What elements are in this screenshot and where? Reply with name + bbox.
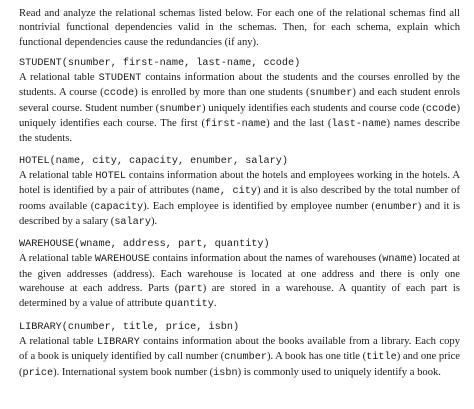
schema-heading: STUDENT(snumber, first-name, last-name, ccode) — [19, 57, 301, 69]
description-text: contains information about the names of warehouses ( — [149, 253, 383, 265]
description-text: contains information about the hotels and employees working in the hotels. A hotel is identified by a pair of attributes ( — [19, 169, 460, 197]
description-text: ) and each student enrols several course. Student number ( — [19, 87, 461, 114]
description-text: ). A book has one title ( — [266, 351, 367, 363]
schema-description — [19, 252, 460, 312]
attribute-code: last-name — [331, 119, 387, 131]
attribute-code: salary — [114, 216, 151, 228]
description-text: A relational table — [19, 169, 96, 181]
description-text: ) are stored in a warehouse. A quantity of each part is determined by a value of attribute — [19, 283, 460, 310]
description-text: ). International system book number ( — [53, 366, 214, 378]
attribute-code: WAREHOUSE — [94, 254, 150, 266]
attribute-code: enumber — [374, 201, 418, 213]
attribute-code: ccode — [425, 103, 457, 115]
description-text: ). — [151, 215, 158, 227]
schema-description — [19, 169, 460, 230]
attribute-code: STUDENT — [98, 73, 142, 85]
schema-heading: LIBRARY(cnumber, title, price, isbn) — [19, 321, 240, 333]
attribute-code: title — [366, 352, 397, 364]
description-text: ) and the last ( — [266, 118, 332, 130]
description-text: ). Each employee is identified by employee number ( — [143, 200, 375, 212]
schema-section-hotel — [19, 155, 460, 230]
attribute-code: snumber — [309, 88, 353, 100]
description-text: ) uniquely identifies each course. The first ( — [19, 102, 460, 130]
schema-section-student — [19, 57, 460, 147]
description-text: ) names describe the students. — [19, 118, 460, 145]
attribute-code: capacity — [94, 201, 144, 213]
attribute-code: cnumber — [224, 352, 267, 364]
description-text: ) and one price ( — [19, 351, 460, 378]
description-text: . — [213, 298, 217, 310]
schema-section-library — [19, 321, 460, 381]
attribute-code: wname — [382, 254, 413, 266]
schema-description — [19, 71, 460, 146]
description-text: A relational table — [19, 335, 97, 347]
intro-paragraph: Read and analyze the relational schemas listed below. For each one of the relational schemas find all nontrivial functional dependencies valid in the schemas. Then, for each schema, explain which functional dependencies cause the redundancies (if any). — [19, 8, 460, 48]
attribute-code: quantity — [164, 299, 214, 311]
attribute-code: ccode — [103, 88, 135, 100]
attribute-code: isbn — [213, 367, 238, 379]
attribute-code: part — [178, 284, 203, 296]
attribute-code: price — [22, 367, 54, 379]
description-text: ) is commonly used to uniquely identify a book. — [237, 366, 441, 378]
description-text: ) located at the given addresses (address). Each warehouse is located at one address and there is only one warehouse at each address. Parts ( — [19, 253, 460, 295]
attribute-code: HOTEL — [95, 170, 126, 182]
description-text: contains information about the students and the courses enrolled by the students. A course ( — [19, 72, 460, 99]
description-text: contains information about the books available from a library. Each copy of a book is uniquely identified by call number ( — [19, 335, 460, 363]
schema-heading: HOTEL(name, city, capacity, enumber, salary) — [19, 155, 288, 167]
attribute-code: LIBRARY — [96, 336, 140, 348]
attribute-code: name, city — [195, 186, 257, 198]
description-text: ) and it is also described by the total number of rooms available ( — [19, 185, 461, 212]
schema-description — [19, 335, 460, 381]
attribute-code: first-name — [205, 119, 267, 131]
schema-heading: WAREHOUSE(wname, address, part, quantity) — [19, 239, 270, 251]
description-text: A relational table — [19, 72, 99, 84]
description-text: ) is enrolled by more than one students ( — [134, 87, 310, 99]
description-text: A relational table — [19, 253, 95, 265]
schema-section-warehouse — [19, 238, 460, 312]
attribute-code: snumber — [159, 103, 202, 115]
description-text: ) uniquely identifies each students and course code ( — [202, 102, 426, 114]
description-text: ) and it is described by a salary ( — [19, 200, 460, 227]
